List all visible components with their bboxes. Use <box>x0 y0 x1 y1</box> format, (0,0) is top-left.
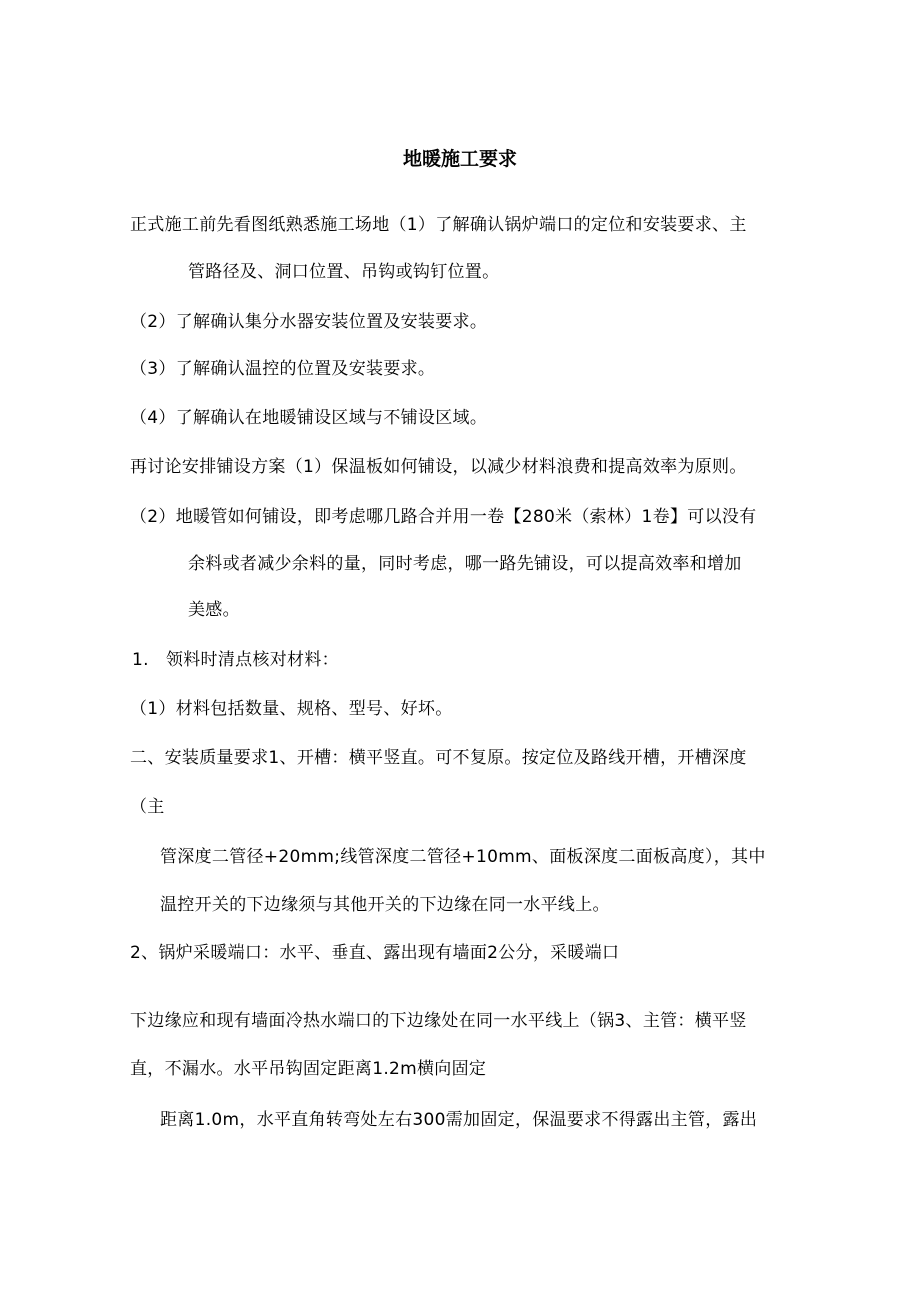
paragraph-line: （4）了解确认在地暖铺设区域与不铺设区域。 <box>130 408 488 428</box>
paragraph-line: （1）材料包括数量、规格、型号、好坏。 <box>130 699 453 719</box>
paragraph-line: 再讨论安排铺设方案（1）保温板如何铺设，以减少材料浪费和提高效率为原则。 <box>130 457 747 477</box>
paragraph-line: 二、安装质量要求1、开槽：横平竖直。可不复原。按定位及路线开槽，开槽深度 <box>130 748 747 768</box>
paragraph-line: 直，不漏水。水平吊钩固定距离1.2m横向固定 <box>130 1059 487 1079</box>
paragraph-line: 1. 领料时清点核对材料： <box>132 650 339 670</box>
paragraph-line: 2、锅炉采暖端口：水平、垂直、露出现有墙面2公分，采暖端口 <box>130 943 620 963</box>
document-title: 地暖施工要求 <box>402 148 517 170</box>
paragraph-line: 距离1.0m，水平直角转弯处左右300需加固定，保温要求不得露出主管，露出 <box>160 1110 758 1130</box>
paragraph-line: （2）了解确认集分水器安装位置及安装要求。 <box>130 312 488 332</box>
paragraph-line: 温控开关的下边缘须与其他开关的下边缘在同一水平线上。 <box>160 895 610 915</box>
paragraph-line: 管路径及、洞口位置、吊钩或钩钉位置。 <box>188 262 500 282</box>
paragraph-line: （2）地暖管如何铺设，即考虑哪几路合并用一卷【280米（索林）1卷】可以没有 <box>130 507 757 527</box>
paragraph-line: 美感。 <box>188 600 240 620</box>
paragraph-line: 下边缘应和现有墙面冷热水端口的下边缘处在同一水平线上（锅3、主管：横平竖 <box>130 1011 747 1031</box>
paragraph-line: 管深度二管径+20mm;线管深度二管径+10mm、面板深度二面板高度），其中 <box>160 847 766 867</box>
paragraph-line: （主 <box>130 797 165 817</box>
paragraph-line: 正式施工前先看图纸熟悉施工场地（1）了解确认锅炉端口的定位和安装要求、主 <box>130 215 747 235</box>
paragraph-line: （3）了解确认温控的位置及安装要求。 <box>130 359 436 379</box>
paragraph-line: 余料或者减少余料的量，同时考虑，哪一路先铺设，可以提高效率和增加 <box>188 554 742 574</box>
